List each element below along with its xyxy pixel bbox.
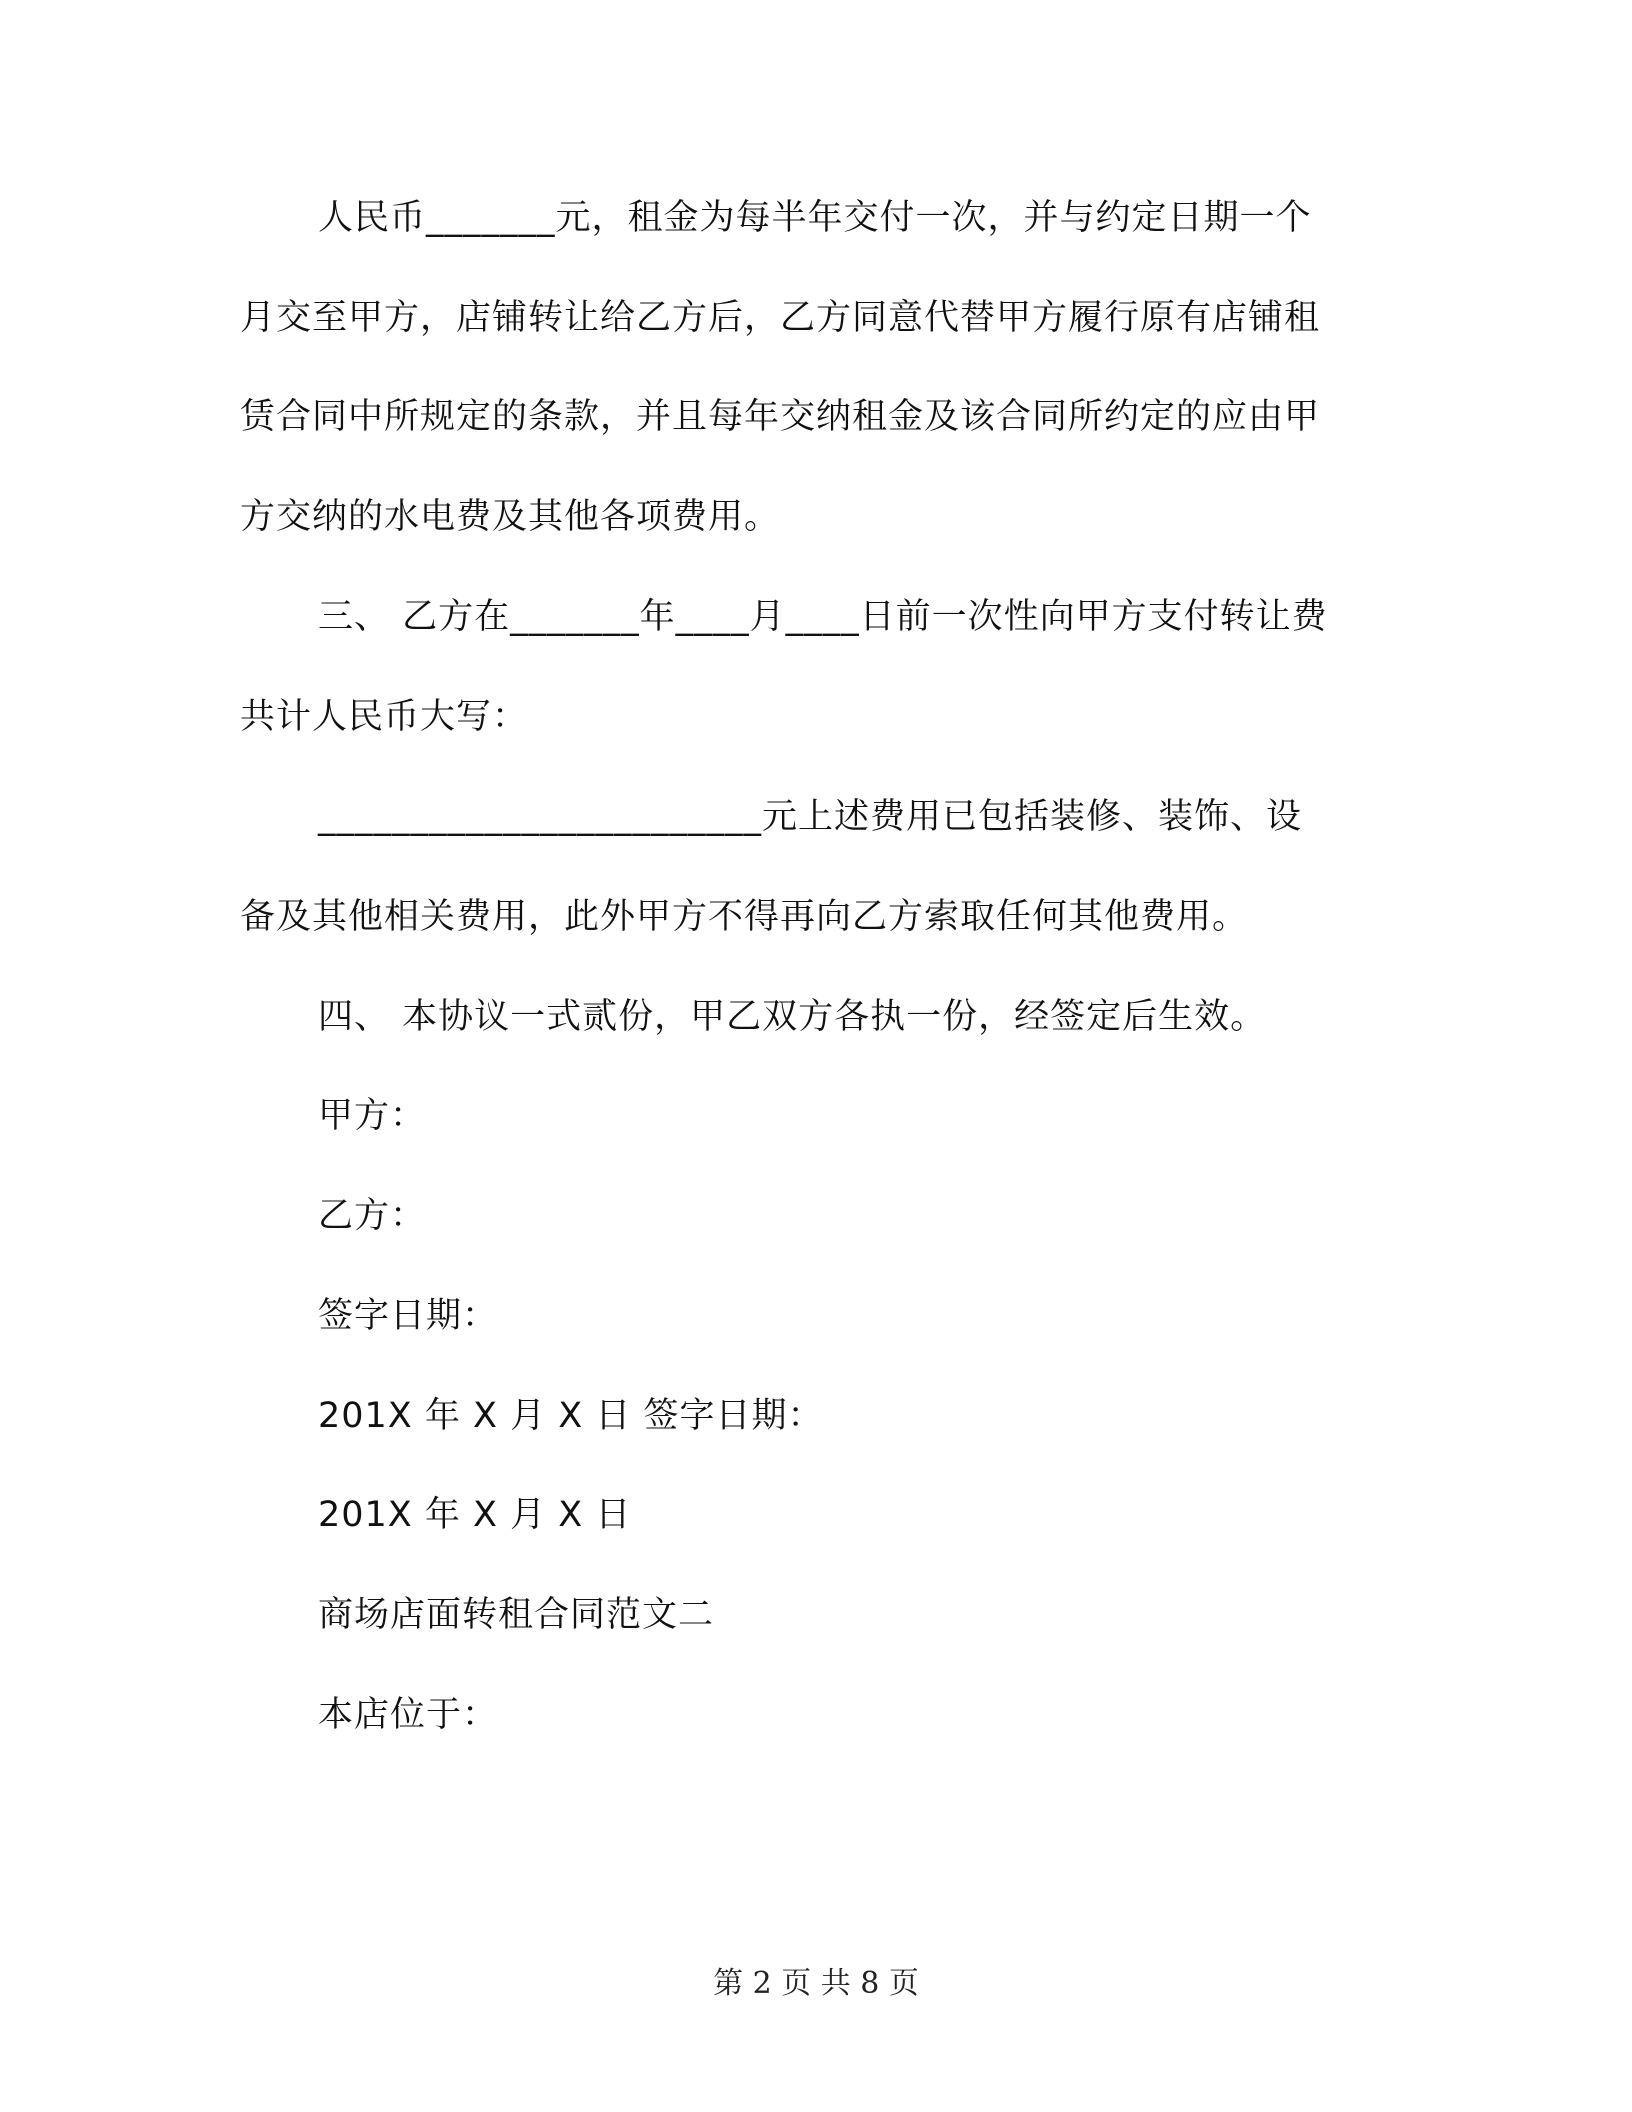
paragraph-line-1: 人民币_______元，租金为每半年交付一次，并与约定日期一个 (318, 198, 1312, 238)
clause-three-line-1: 三、 乙方在_______年____月____日前一次性向甲方支付转让费 (318, 597, 1328, 637)
paragraph-line-4: 方交纳的水电费及其他各项费用。 (240, 497, 781, 537)
store-location-label: 本店位于： (318, 1695, 499, 1735)
sign-date-label: 签字日期： (318, 1296, 499, 1336)
section-heading: 商场店面转租合同范文二 (318, 1595, 715, 1635)
party-a-label: 甲方： (318, 1096, 427, 1136)
clause-three-line-3: ________________________元上述费用已包括装修、装饰、设 (318, 797, 1303, 837)
date-line-2: 201X 年 X 月 X 日 (318, 1495, 632, 1535)
paragraph-line-2: 月交至甲方，店铺转让给乙方后，乙方同意代替甲方履行原有店铺租 (240, 298, 1321, 338)
clause-three-line-4: 备及其他相关费用，此外甲方不得再向乙方索取任何其他费用。 (240, 897, 1249, 937)
page-footer: 第 2 页 共 8 页 (713, 1966, 919, 2001)
date-line-1: 201X 年 X 月 X 日 签字日期： (318, 1396, 824, 1436)
paragraph-line-3: 赁合同中所规定的条款，并且每年交纳租金及该合同所约定的应由甲 (240, 397, 1321, 437)
clause-four: 四、 本协议一式贰份，甲乙双方各执一份，经签定后生效。 (318, 997, 1267, 1037)
party-b-label: 乙方： (318, 1196, 427, 1236)
clause-three-line-2: 共计人民币大写： (240, 697, 529, 737)
